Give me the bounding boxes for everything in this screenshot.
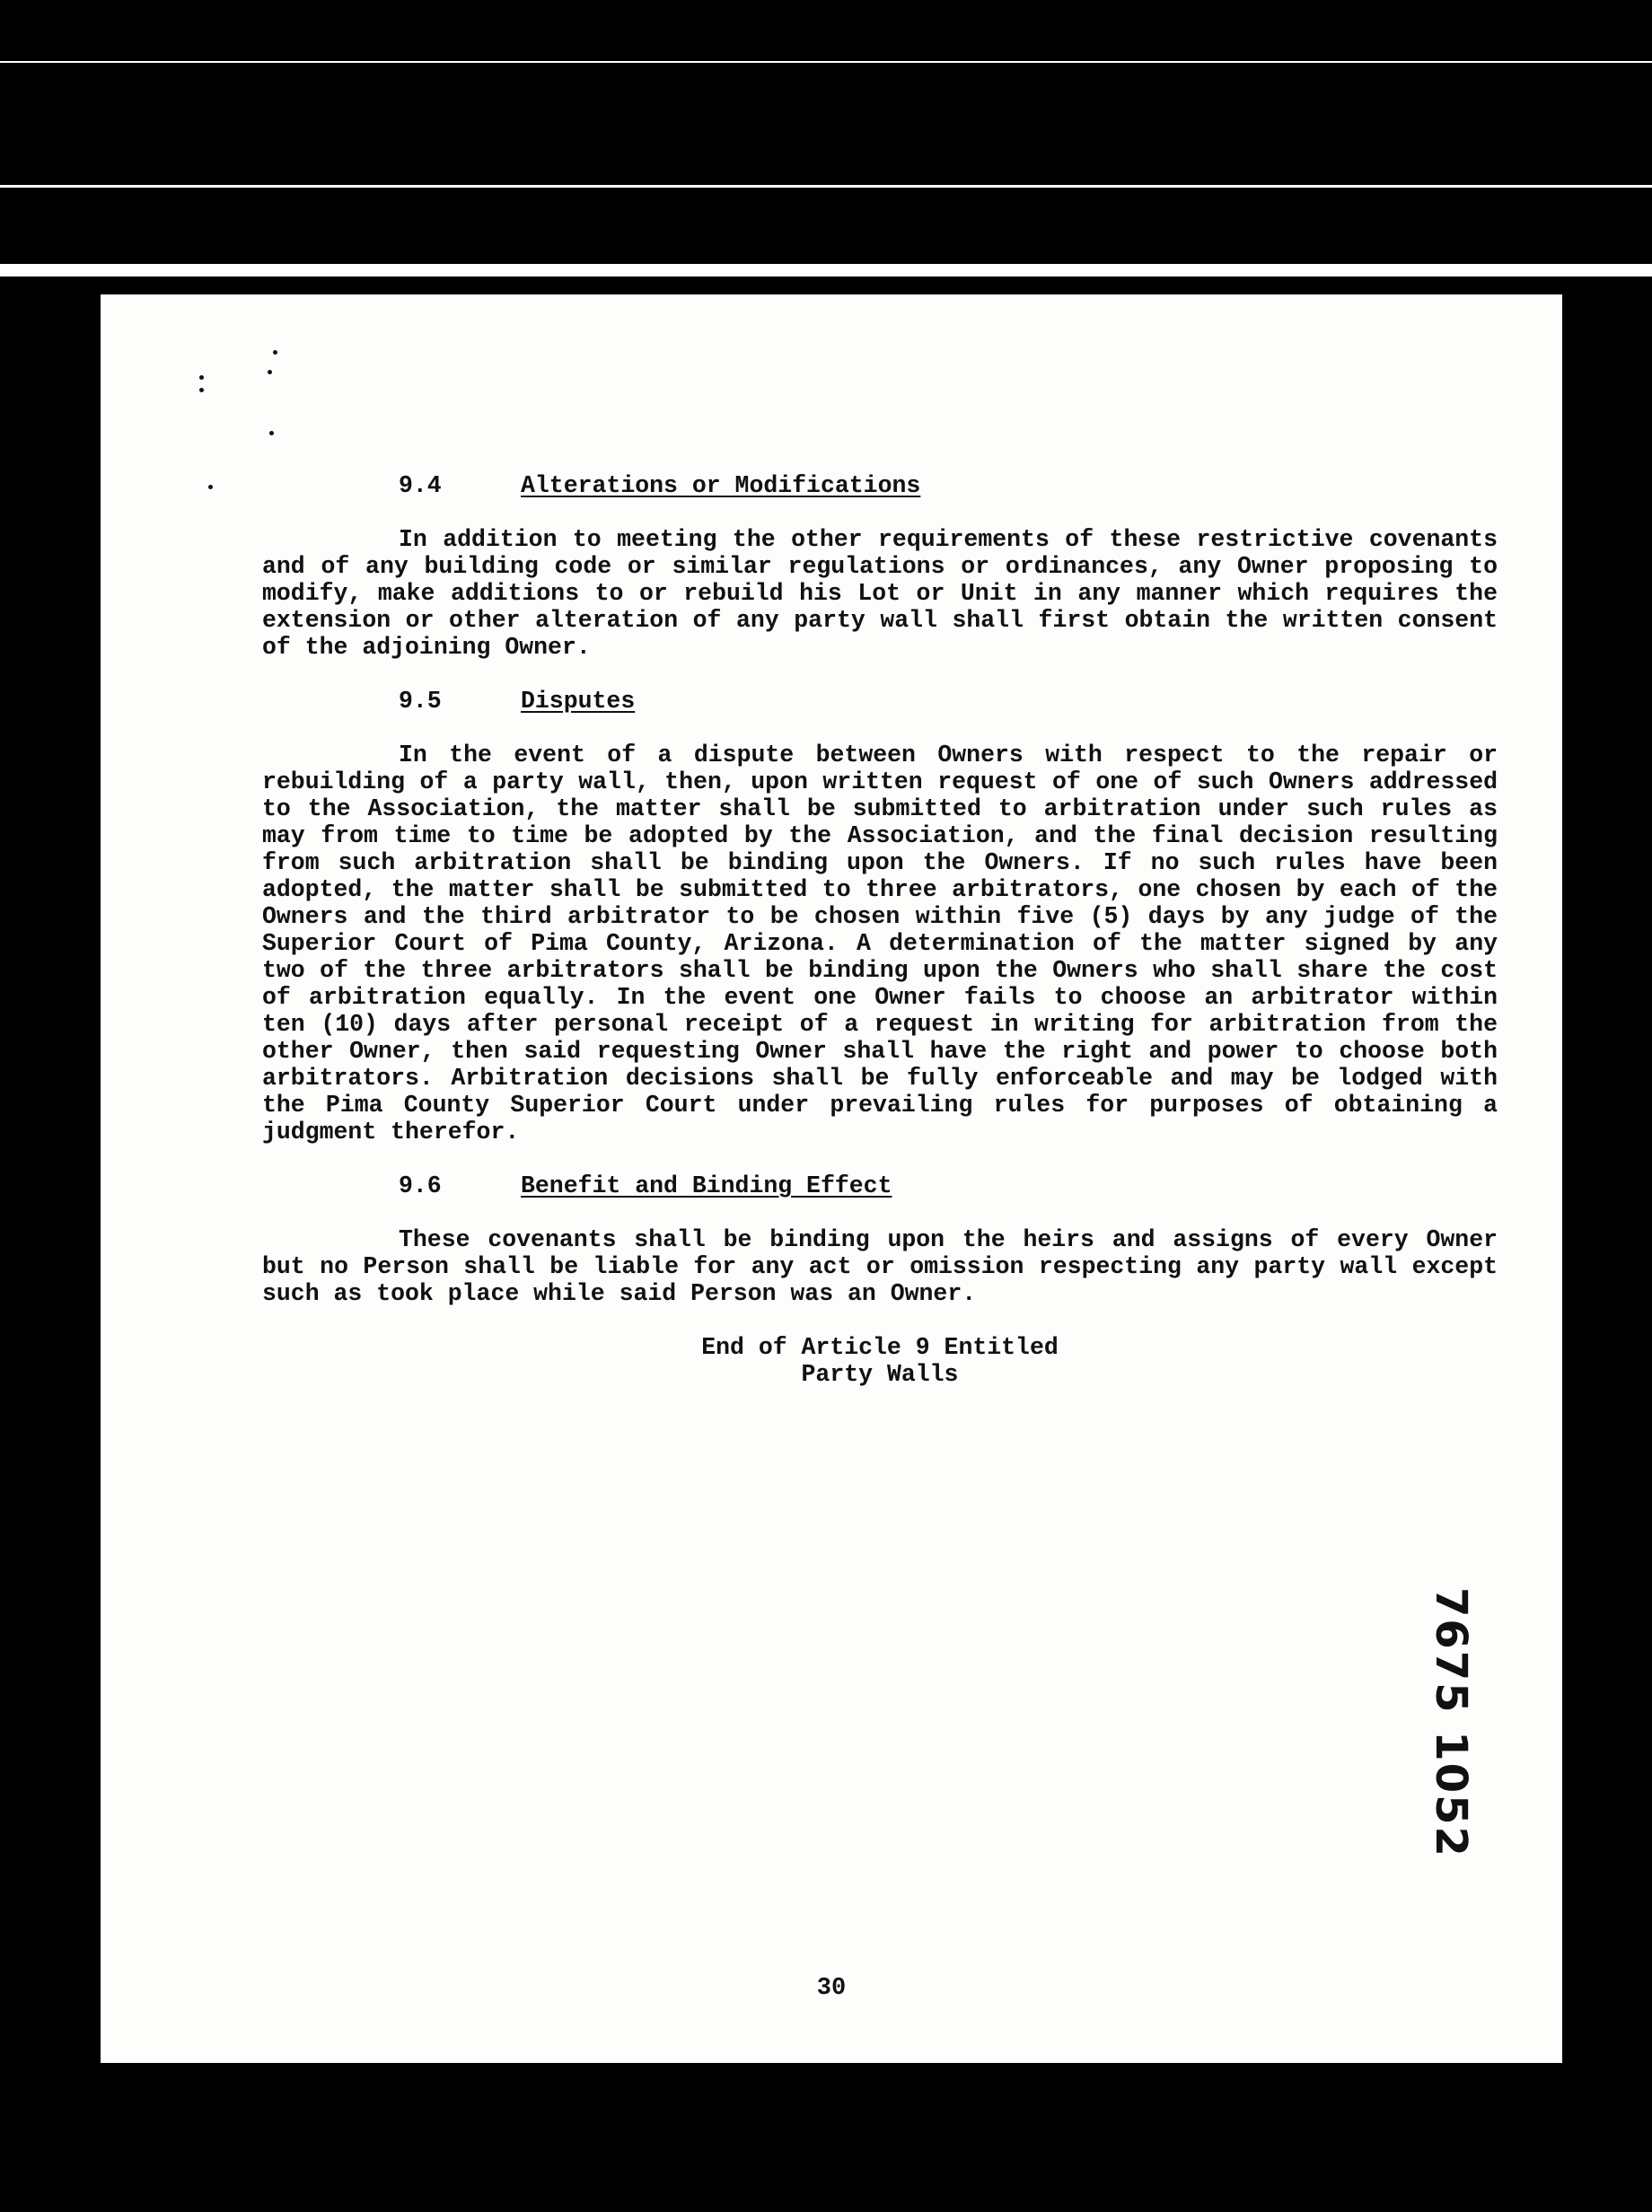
scan-border-line (0, 185, 1652, 188)
end-note-line-2: Party Walls (801, 1361, 959, 1388)
scan-speck (273, 350, 277, 355)
section-heading (262, 1172, 1498, 1199)
section-title: Disputes (521, 688, 636, 715)
section-title: Alterations or Modifications (521, 472, 921, 499)
scan-border-line (0, 61, 1652, 63)
end-note-line-1: End of Article 9 Entitled (701, 1334, 1059, 1361)
recording-stamp: 7675 1052 (1426, 1587, 1476, 1858)
article-end-note (262, 1334, 1498, 1388)
scan-speck (199, 388, 204, 392)
section-heading (262, 688, 1498, 715)
section-number: 9.6 (399, 1172, 442, 1199)
document-page (101, 294, 1562, 2063)
section-paragraph: In addition to meeting the other requirements of these restrictive covenants and of any building code or similar regulations or ordinances, any Owner proposing to modify, make additions to or rebuild his Lot or Unit in any manner which requires the extension or other alteration of any party wall shall first obtain the written consent of the adjoining Owner. (262, 526, 1498, 661)
scan-speck (268, 370, 272, 374)
document-body (262, 472, 1498, 1388)
section-number: 9.4 (399, 472, 442, 499)
section-paragraph: In the event of a dispute between Owners with respect to the repair or rebuilding of a party wall, then, upon written request of one of such Owners addressed to the Association, the matter shall be submitted to arbitration under such rules as may from time to time be adopted by the Association, and the final decision resulting from such arbitration shall be binding upon the Owners. If no such rules have been adopted, the matter shall be submitted to three arbitrators, one chosen by each of the Owners and the third arbitrator to be chosen within five (5) days by any judge of the Superior Court of Pima County, Arizona. A determination of the matter signed by any two of the three arbitrators shall be binding upon the Owners who shall share the cost of arbitration equally. In the event one Owner fails to choose an arbitrator within ten (10) days after personal receipt of a request in writing for arbitration from the other Owner, then said requesting Owner shall have the right and power to choose both arbitrators. Arbitration decisions shall be fully enforceable and may be lodged with the Pima County Superior Court under prevailing rules for purposes of obtaining a judgment therefor. (262, 742, 1498, 1146)
section-heading (262, 472, 1498, 499)
scan-speck (269, 431, 274, 435)
section-title: Benefit and Binding Effect (521, 1172, 892, 1199)
scan-border-band (0, 264, 1652, 276)
scan-speck (208, 485, 213, 489)
scan-speck (199, 375, 204, 380)
section-number: 9.5 (399, 688, 442, 715)
section-paragraph: These covenants shall be binding upon the heirs and assigns of every Owner but no Person shall be liable for any act or omission respecting any party wall except such as took place while said Person was an Owner. (262, 1226, 1498, 1307)
page-number: 30 (816, 1975, 847, 2002)
